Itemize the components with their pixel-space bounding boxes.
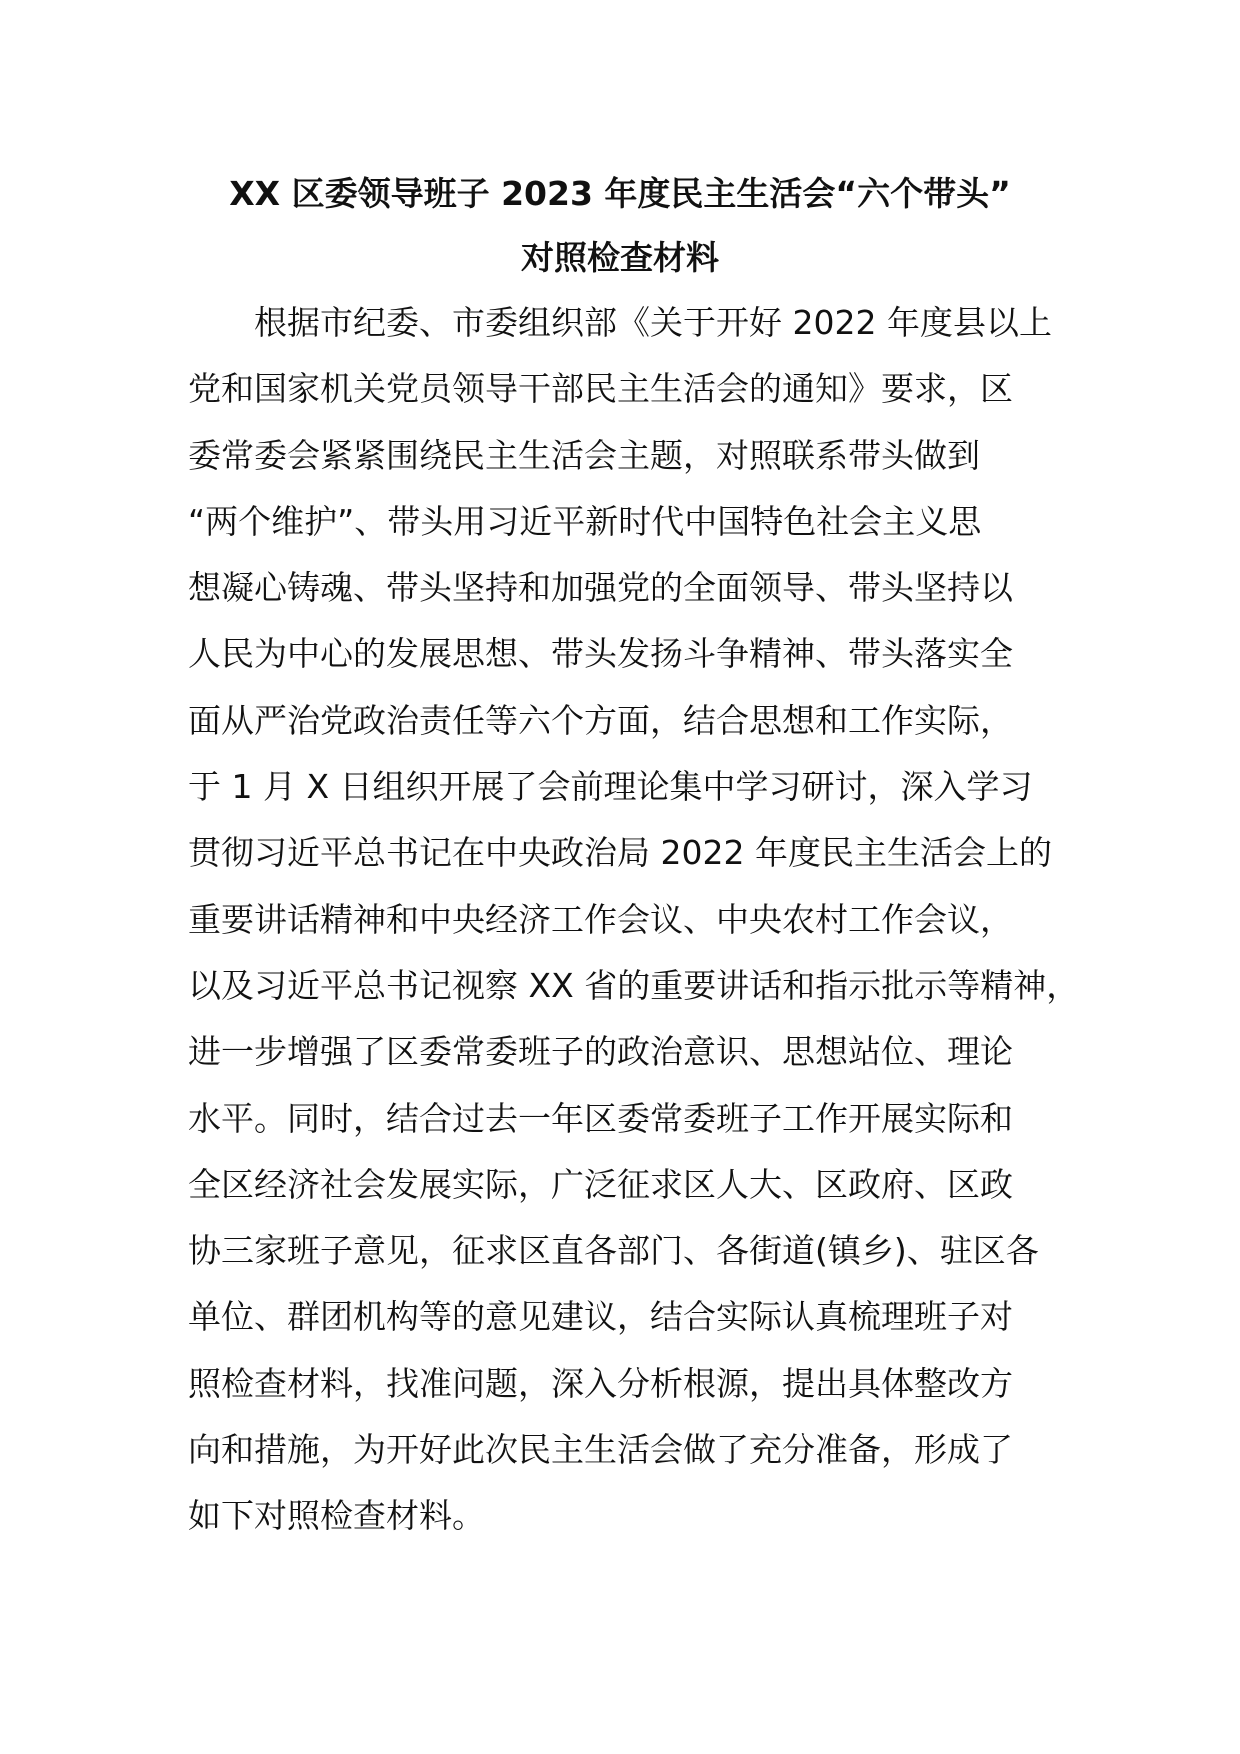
title-line-2: 对照检查材料 (521, 238, 719, 277)
body-line: “两个维护”、带头用习近平新时代中国特色社会主义思 (188, 501, 982, 541)
body-line: 协三家班子意见，征求区直各部门、各街道(镇乡)、驻区各 (188, 1231, 1039, 1271)
body-line: 贯彻习近平总书记在中央政治局 2022 年度民主生活会上的 (188, 833, 1052, 873)
document-title (150, 162, 1090, 290)
body-line: 党和国家机关党员领导干部民主生活会的通知》要求，区 (188, 369, 1013, 409)
body-line: 想凝心铸魂、带头坚持和加强党的全面领导、带头坚持以 (188, 568, 1013, 608)
body-line: 于 1 月 X 日组织开展了会前理论集中学习研讨，深入学习 (188, 767, 1033, 807)
body-line: 单位、群团机构等的意见建议，结合实际认真梳理班子对 (188, 1297, 1013, 1337)
body-line: 以及习近平总书记视察 XX 省的重要讲话和指示批示等精神， (188, 965, 1080, 1005)
document-body (188, 290, 1088, 1550)
body-line: 向和措施，为开好此次民主生活会做了充分准备，形成了 (188, 1430, 1013, 1470)
title-line-1: XX 区委领导班子 2023 年度民主生活会“六个带头” (229, 174, 1011, 213)
body-line: 重要讲话精神和中央经济工作会议、中央农村工作会议， (188, 899, 1013, 939)
body-line: 全区经济社会发展实际，广泛征求区人大、区政府、区政 (188, 1164, 1013, 1204)
body-line: 如下对照检查材料。 (188, 1496, 485, 1536)
body-line: 根据市纪委、市委组织部《关于开好 2022 年度县以上 (188, 303, 1052, 342)
body-line: 水平。同时，结合过去一年区委常委班子工作开展实际和 (188, 1098, 1013, 1138)
body-line: 照检查材料，找准问题，深入分析根源，提出具体整改方 (188, 1363, 1013, 1403)
body-line: 进一步增强了区委常委班子的政治意识、思想站位、理论 (188, 1032, 1013, 1072)
body-line: 人民为中心的发展思想、带头发扬斗争精神、带头落实全 (188, 634, 1013, 674)
body-line: 面从严治党政治责任等六个方面，结合思想和工作实际， (188, 700, 1013, 740)
body-line: 委常委会紧紧围绕民主生活会主题，对照联系带头做到 (188, 435, 980, 475)
